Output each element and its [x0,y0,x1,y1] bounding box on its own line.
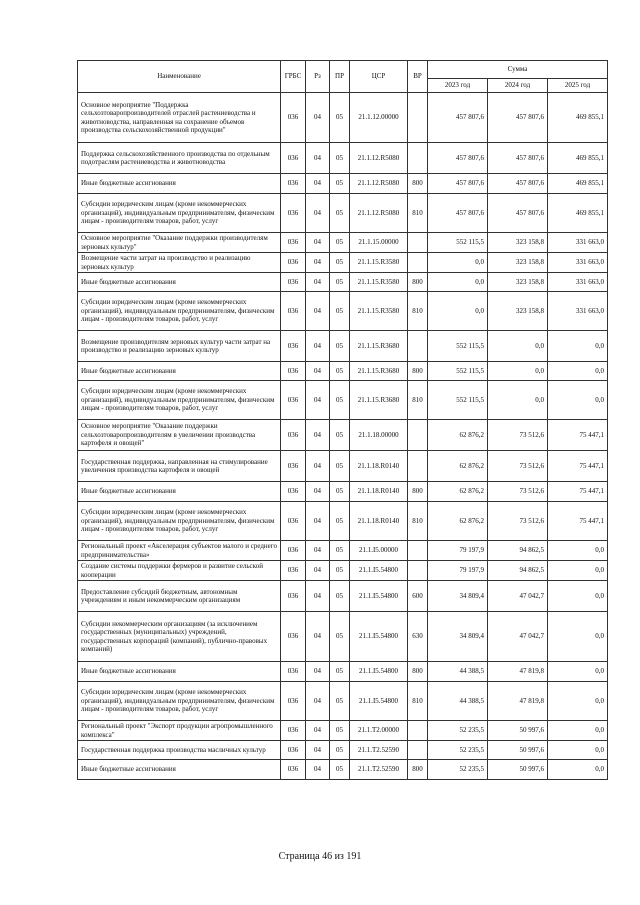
table-row [78,174,608,194]
row-value-2023: 52 235,5 [428,741,488,760]
row-value-2023: 457 807,6 [428,194,488,233]
header-csr: ЦСР [350,61,408,93]
row-pr: 05 [330,741,350,760]
row-csr: 21.1.T2.52590 [350,760,408,780]
row-value-2023: 44 388,5 [428,682,488,721]
row-pr: 05 [330,143,350,174]
row-value-2025: 75 447,1 [548,502,608,541]
row-csr: 21.1.I5.00000 [350,541,408,561]
row-value-2024: 0,0 [488,331,548,362]
row-vr [408,561,428,581]
row-grbs: 036 [281,233,306,253]
row-vr [408,420,428,451]
row-rz: 04 [306,420,330,451]
row-pr: 05 [330,721,350,741]
row-pr: 05 [330,93,350,143]
row-vr: 810 [408,682,428,721]
row-value-2023: 0,0 [428,292,488,331]
row-name: Возмещение производителям зерновых культур части затрат на производство и реализацию зерновых культур [78,331,281,362]
row-value-2024: 73 512,6 [488,502,548,541]
table-row [78,381,608,420]
row-pr: 05 [330,541,350,561]
row-vr: 810 [408,194,428,233]
row-value-2024: 323 158,8 [488,292,548,331]
table-row [78,682,608,721]
row-name: Субсидии юридическим лицам (кроме некоммерческих организаций), индивидуальным предпринимателям, физическим лицам - производителям товаров, работ, услуг [78,682,281,721]
row-vr [408,541,428,561]
row-rz: 04 [306,233,330,253]
row-name: Иные бюджетные ассигнования [78,273,281,292]
table-row [78,721,608,741]
row-rz: 04 [306,194,330,233]
row-value-2024: 47 819,8 [488,682,548,721]
row-name: Субсидии некоммерческим организациям (за исключением государственных (муниципальных) учреждений, государственных корпораций (компаний), публично-правовых компаний) [78,612,281,662]
row-value-2024: 457 807,6 [488,194,548,233]
row-name: Создание системы поддержки фермеров и развитие сельской кооперации [78,561,281,581]
row-value-2024: 47 042,7 [488,581,548,612]
row-grbs: 036 [281,561,306,581]
row-value-2024: 0,0 [488,381,548,420]
row-rz: 04 [306,381,330,420]
row-value-2024: 323 158,8 [488,233,548,253]
row-value-2023: 0,0 [428,253,488,273]
row-csr: 21.1.18.00000 [350,420,408,451]
row-csr: 21.1.18.R0140 [350,482,408,502]
row-csr: 21.1.T2.00000 [350,721,408,741]
row-name: Государственная поддержка, направленная на стимулирование увеличения производства картофеля и овощей [78,451,281,482]
row-value-2025: 469 855,1 [548,194,608,233]
table-row [78,482,608,502]
row-csr: 21.1.12.R5080 [350,143,408,174]
row-grbs: 036 [281,482,306,502]
row-pr: 05 [330,331,350,362]
row-vr [408,93,428,143]
row-value-2025: 0,0 [548,561,608,581]
row-pr: 05 [330,502,350,541]
row-pr: 05 [330,482,350,502]
row-csr: 21.1.T2.52590 [350,741,408,760]
page-number: Страница 46 из 191 [278,851,362,862]
row-vr: 800 [408,273,428,292]
row-csr: 21.1.15.R3680 [350,381,408,420]
row-value-2024: 457 807,6 [488,174,548,194]
row-value-2025: 331 663,0 [548,233,608,253]
row-value-2023: 52 235,5 [428,760,488,780]
row-value-2023: 457 807,6 [428,143,488,174]
row-grbs: 036 [281,174,306,194]
row-rz: 04 [306,541,330,561]
row-csr: 21.1.15.R3580 [350,253,408,273]
row-csr: 21.1.15.R3680 [350,362,408,381]
row-name: Основное мероприятие "Оказание поддержки сельхозтоваропроизводителям в увеличении производства картофеля и овощей" [78,420,281,451]
row-value-2024: 50 997,6 [488,721,548,741]
row-grbs: 036 [281,760,306,780]
row-vr: 810 [408,381,428,420]
table-row [78,292,608,331]
table-row [78,362,608,381]
row-rz: 04 [306,174,330,194]
row-value-2023: 552 115,5 [428,331,488,362]
row-value-2024: 323 158,8 [488,253,548,273]
row-value-2025: 0,0 [548,721,608,741]
row-value-2025: 75 447,1 [548,482,608,502]
row-name: Иные бюджетные ассигнования [78,760,281,780]
row-pr: 05 [330,420,350,451]
row-vr: 800 [408,362,428,381]
row-value-2023: 62 876,2 [428,502,488,541]
row-grbs: 036 [281,292,306,331]
row-rz: 04 [306,760,330,780]
row-grbs: 036 [281,253,306,273]
table-row [78,93,608,143]
table-row [78,451,608,482]
row-value-2025: 469 855,1 [548,93,608,143]
table-row [78,273,608,292]
row-csr: 21.1.12.R5080 [350,174,408,194]
row-name: Субсидии юридическим лицам (кроме некоммерческих организаций), индивидуальным предпринимателям, физическим лицам - производителям товаров, работ, услуг [78,292,281,331]
header-vr: ВР [408,61,428,93]
row-rz: 04 [306,292,330,331]
row-pr: 05 [330,174,350,194]
row-grbs: 036 [281,331,306,362]
row-vr: 600 [408,581,428,612]
row-value-2023: 79 197,9 [428,541,488,561]
budget-table [77,60,608,780]
row-csr: 21.1.15.R3680 [350,331,408,362]
row-value-2025: 331 663,0 [548,273,608,292]
row-value-2025: 0,0 [548,612,608,662]
row-name: Иные бюджетные ассигнования [78,662,281,682]
row-name: Субсидии юридическим лицам (кроме некоммерческих организаций), индивидуальным предпринимателям, физическим лицам - производителям товаров, работ, услуг [78,381,281,420]
row-value-2025: 0,0 [548,362,608,381]
row-csr: 21.1.15.00000 [350,233,408,253]
row-grbs: 036 [281,612,306,662]
row-value-2025: 469 855,1 [548,143,608,174]
row-name: Основное мероприятие "Оказание поддержки производителям зерновых культур" [78,233,281,253]
row-rz: 04 [306,502,330,541]
row-value-2024: 94 862,5 [488,541,548,561]
header-pr: ПР [330,61,350,93]
row-rz: 04 [306,612,330,662]
row-vr [408,233,428,253]
row-rz: 04 [306,682,330,721]
table-row [78,233,608,253]
row-pr: 05 [330,760,350,780]
row-name: Поддержка сельскохозяйственного производства по отдельным подотраслям растениеводства и животноводства [78,143,281,174]
row-grbs: 036 [281,541,306,561]
header-sum: Сумма [428,61,608,79]
row-rz: 04 [306,253,330,273]
row-csr: 21.1.I5.54800 [350,561,408,581]
row-csr: 21.1.I5.54800 [350,682,408,721]
row-pr: 05 [330,362,350,381]
row-rz: 04 [306,93,330,143]
row-vr: 810 [408,502,428,541]
row-name: Предоставление субсидий бюджетным, автономным учреждениям и иным некоммерческим организациям [78,581,281,612]
row-name: Государственная поддержка производства масличных культур [78,741,281,760]
row-value-2024: 457 807,6 [488,143,548,174]
row-value-2025: 469 855,1 [548,174,608,194]
header-name: Наименование [78,61,281,93]
row-grbs: 036 [281,93,306,143]
row-value-2023: 552 115,5 [428,362,488,381]
row-pr: 05 [330,581,350,612]
row-vr [408,143,428,174]
row-vr: 630 [408,612,428,662]
row-value-2024: 94 862,5 [488,561,548,581]
table-row [78,331,608,362]
row-value-2025: 0,0 [548,682,608,721]
table-row [78,194,608,233]
row-value-2025: 0,0 [548,581,608,612]
table-row [78,420,608,451]
row-grbs: 036 [281,194,306,233]
row-csr: 21.1.18.R0140 [350,451,408,482]
row-value-2023: 62 876,2 [428,482,488,502]
row-value-2025: 0,0 [548,381,608,420]
row-rz: 04 [306,561,330,581]
row-pr: 05 [330,682,350,721]
row-rz: 04 [306,721,330,741]
row-vr [408,741,428,760]
row-csr: 21.1.I5.54800 [350,612,408,662]
row-value-2024: 50 997,6 [488,760,548,780]
row-csr: 21.1.15.R3580 [350,273,408,292]
row-value-2023: 34 809,4 [428,612,488,662]
table-row [78,662,608,682]
row-csr: 21.1.12.00000 [350,93,408,143]
row-csr: 21.1.12.R5080 [350,194,408,233]
row-rz: 04 [306,273,330,292]
row-value-2025: 0,0 [548,760,608,780]
row-vr: 800 [408,174,428,194]
row-grbs: 036 [281,662,306,682]
row-value-2023: 457 807,6 [428,93,488,143]
row-pr: 05 [330,612,350,662]
row-value-2024: 73 512,6 [488,482,548,502]
row-value-2024: 457 807,6 [488,93,548,143]
row-rz: 04 [306,741,330,760]
table-row [78,253,608,273]
row-rz: 04 [306,482,330,502]
table-row [78,502,608,541]
row-pr: 05 [330,194,350,233]
row-value-2024: 47 819,8 [488,662,548,682]
row-rz: 04 [306,451,330,482]
row-value-2024: 323 158,8 [488,273,548,292]
row-value-2024: 73 512,6 [488,420,548,451]
row-value-2024: 50 997,6 [488,741,548,760]
row-value-2023: 457 807,6 [428,174,488,194]
row-csr: 21.1.18.R0140 [350,502,408,541]
row-value-2023: 552 115,5 [428,233,488,253]
header-grbs: ГРБС [281,61,306,93]
row-rz: 04 [306,331,330,362]
row-grbs: 036 [281,581,306,612]
row-value-2025: 0,0 [548,662,608,682]
row-csr: 21.1.I5.54800 [350,662,408,682]
row-grbs: 036 [281,502,306,541]
table-row [78,612,608,662]
row-value-2025: 331 663,0 [548,253,608,273]
row-value-2023: 44 388,5 [428,662,488,682]
row-vr [408,721,428,741]
row-vr: 810 [408,292,428,331]
table-row [78,741,608,760]
table-row [78,581,608,612]
row-vr: 800 [408,760,428,780]
row-rz: 04 [306,662,330,682]
table-row [78,760,608,780]
row-value-2023: 62 876,2 [428,451,488,482]
row-grbs: 036 [281,451,306,482]
header-rz: Рз [306,61,330,93]
header-2023: 2023 год [428,79,488,93]
row-grbs: 036 [281,143,306,174]
row-csr: 21.1.15.R3580 [350,292,408,331]
row-name: Иные бюджетные ассигнования [78,482,281,502]
row-value-2025: 331 663,0 [548,292,608,331]
row-grbs: 036 [281,381,306,420]
row-name: Возмещение части затрат на производство и реализацию зерновых культур [78,253,281,273]
header-2024: 2024 год [488,79,548,93]
row-name: Основное мероприятие "Поддержка сельхозтоваропроизводителей отраслей растениеводства и животноводства, направленная на сохранение объемов производства сельскохозяйственной продукции" [78,93,281,143]
row-pr: 05 [330,381,350,420]
row-value-2023: 79 197,9 [428,561,488,581]
row-pr: 05 [330,292,350,331]
row-pr: 05 [330,662,350,682]
row-grbs: 036 [281,273,306,292]
row-value-2024: 47 042,7 [488,612,548,662]
header-2025: 2025 год [548,79,608,93]
table-body [78,93,608,780]
row-value-2024: 0,0 [488,362,548,381]
row-pr: 05 [330,561,350,581]
row-vr: 800 [408,662,428,682]
table-row [78,561,608,581]
row-value-2025: 0,0 [548,541,608,561]
row-name: Региональный проект «Акселерация субъектов малого и среднего предпринимательства» [78,541,281,561]
table-row [78,143,608,174]
row-name: Региональный проект "Экспорт продукции агропромышленного комплекса" [78,721,281,741]
row-pr: 05 [330,451,350,482]
row-vr [408,451,428,482]
row-name: Иные бюджетные ассигнования [78,174,281,194]
row-rz: 04 [306,362,330,381]
row-value-2023: 0,0 [428,273,488,292]
row-name: Субсидии юридическим лицам (кроме некоммерческих организаций), индивидуальным предпринимателям, физическим лицам - производителям товаров, работ, услуг [78,502,281,541]
row-value-2025: 0,0 [548,331,608,362]
row-vr [408,331,428,362]
row-rz: 04 [306,581,330,612]
table-row [78,541,608,561]
row-vr: 800 [408,482,428,502]
row-value-2025: 0,0 [548,741,608,760]
row-csr: 21.1.I5.54800 [350,581,408,612]
row-grbs: 036 [281,741,306,760]
row-vr [408,253,428,273]
row-grbs: 036 [281,362,306,381]
row-pr: 05 [330,273,350,292]
row-value-2023: 62 876,2 [428,420,488,451]
row-rz: 04 [306,143,330,174]
row-grbs: 036 [281,721,306,741]
row-value-2023: 552 115,5 [428,381,488,420]
row-name: Субсидии юридическим лицам (кроме некоммерческих организаций), индивидуальным предпринимателям, физическим лицам - производителям товаров, работ, услуг [78,194,281,233]
row-pr: 05 [330,233,350,253]
row-grbs: 036 [281,420,306,451]
row-value-2023: 52 235,5 [428,721,488,741]
row-value-2025: 75 447,1 [548,451,608,482]
row-grbs: 036 [281,682,306,721]
row-value-2025: 75 447,1 [548,420,608,451]
row-pr: 05 [330,253,350,273]
row-value-2024: 73 512,6 [488,451,548,482]
row-name: Иные бюджетные ассигнования [78,362,281,381]
row-value-2023: 34 809,4 [428,581,488,612]
